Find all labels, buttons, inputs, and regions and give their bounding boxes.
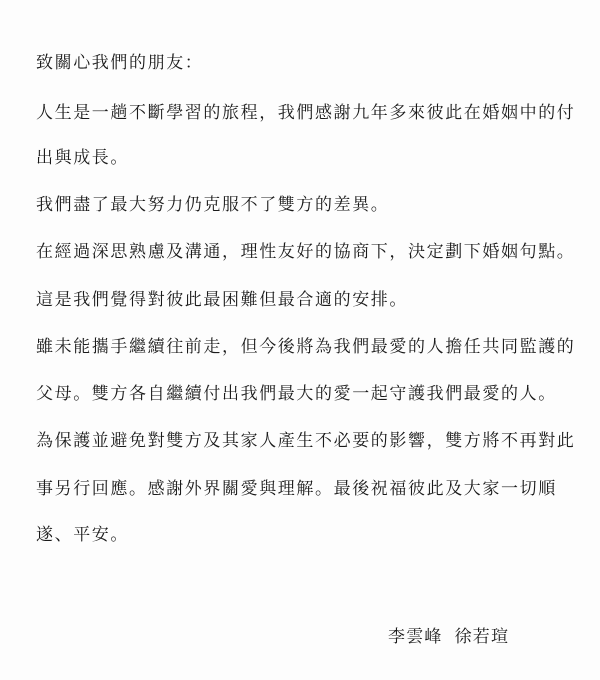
letter-line: 父母。雙方各自繼續付出我們最大的愛一起守護我們最愛的人。	[36, 384, 557, 404]
salutation: 致關心我們的朋友：	[36, 53, 204, 73]
letter-line: 人生是一趟不斷學習的旅程，我們感謝九年多來彼此在婚姻中的付	[36, 103, 576, 123]
letter-line: 事另行回應。感謝外界關愛與理解。最後祝福彼此及大家一切順	[36, 479, 557, 499]
letter-line: 遂、平安。	[36, 525, 129, 545]
signature-name: 李雲峰	[388, 627, 443, 647]
letter-line: 為保護並避免對雙方及其家人產生不必要的影響，雙方將不再對此	[36, 431, 576, 451]
letter-line: 在經過深思熟慮及溝通，理性友好的協商下，決定劃下婚姻句點。	[36, 242, 576, 262]
letter-line: 這是我們覺得對彼此最困難但最合適的安排。	[36, 290, 408, 310]
signature	[388, 622, 509, 647]
signature-name: 徐若瑄	[454, 627, 510, 647]
letter-line: 我們盡了最大努力仍克服不了雙方的差異。	[36, 195, 390, 215]
letter-line: 出與成長。	[36, 148, 129, 168]
letter-line: 雖未能攜手繼續往前走，但今後將為我們最愛的人擔任共同監護的	[36, 337, 576, 357]
